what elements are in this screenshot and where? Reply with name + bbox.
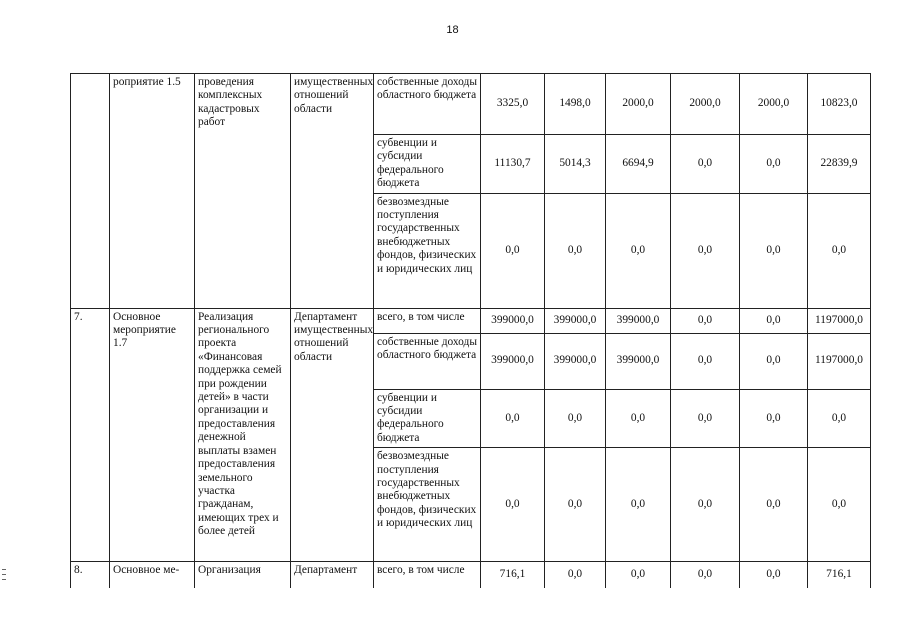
event-description: Организация (195, 562, 291, 588)
value-cell: 1197000,0 (808, 333, 871, 389)
row-number (71, 74, 110, 309)
value-cell: 0,0 (545, 389, 606, 448)
value-cell: 716,1 (808, 562, 871, 588)
value-cell: 3325,0 (481, 74, 545, 135)
value-cell: 0,0 (671, 562, 740, 588)
value-cell: 5014,3 (545, 135, 606, 194)
row-number: 7. (71, 308, 110, 562)
value-cell: 11130,7 (481, 135, 545, 194)
funding-source: безвозмездные поступления государственных внебюджетных фондов, физических и юридических лиц (374, 193, 481, 308)
table-row (71, 308, 871, 333)
value-cell: 399000,0 (545, 333, 606, 389)
funding-source: собственные доходы областного бюджета (374, 74, 481, 135)
value-cell: 2000,0 (671, 74, 740, 135)
value-cell: 0,0 (481, 193, 545, 308)
value-cell: 6694,9 (606, 135, 671, 194)
value-cell: 0,0 (740, 448, 808, 562)
table-row (71, 74, 871, 135)
value-cell: 0,0 (808, 448, 871, 562)
value-cell: 0,0 (545, 193, 606, 308)
value-cell: 0,0 (808, 193, 871, 308)
value-cell: 0,0 (545, 562, 606, 588)
value-cell: 0,0 (481, 448, 545, 562)
value-cell: 2000,0 (606, 74, 671, 135)
value-cell: 399000,0 (545, 308, 606, 333)
value-cell: 399000,0 (606, 333, 671, 389)
value-cell: 0,0 (671, 448, 740, 562)
value-cell: 399000,0 (481, 308, 545, 333)
executor: Департамент имущественных отношений области (291, 308, 374, 562)
scan-edge-mark (2, 579, 6, 580)
value-cell: 0,0 (671, 333, 740, 389)
value-cell: 0,0 (740, 333, 808, 389)
value-cell: 0,0 (481, 389, 545, 448)
value-cell: 0,0 (606, 448, 671, 562)
table-row (71, 562, 871, 588)
funding-source: безвозмездные поступления государственных внебюджетных фондов, физических и юридических лиц (374, 448, 481, 562)
scan-edge-mark (2, 574, 6, 575)
value-cell: 399000,0 (606, 308, 671, 333)
value-cell: 0,0 (740, 135, 808, 194)
value-cell: 0,0 (740, 308, 808, 333)
value-cell: 2000,0 (740, 74, 808, 135)
value-cell: 22839,9 (808, 135, 871, 194)
event-name: Основное мероприятие 1.7 (110, 308, 195, 562)
value-cell: 0,0 (740, 562, 808, 588)
value-cell: 0,0 (671, 389, 740, 448)
value-cell: 0,0 (606, 193, 671, 308)
scan-edge-mark (2, 569, 6, 570)
value-cell: 716,1 (481, 562, 545, 588)
funding-source: всего, в том числе (374, 562, 481, 588)
value-cell: 1498,0 (545, 74, 606, 135)
value-cell: 0,0 (671, 308, 740, 333)
value-cell: 0,0 (606, 389, 671, 448)
funding-source: собственные доходы областного бюджета (374, 333, 481, 389)
value-cell: 0,0 (671, 193, 740, 308)
event-description: проведения комплексных кадастровых работ (195, 74, 291, 309)
value-cell: 0,0 (606, 562, 671, 588)
value-cell: 10823,0 (808, 74, 871, 135)
funding-source: субвенции и субсидии федерального бюджета (374, 135, 481, 194)
row-number: 8. (71, 562, 110, 588)
event-name: Основное ме- (110, 562, 195, 588)
page-number: 18 (446, 24, 459, 36)
value-cell: 0,0 (740, 389, 808, 448)
value-cell: 0,0 (671, 135, 740, 194)
budget-table (70, 73, 871, 588)
executor: Департамент (291, 562, 374, 588)
value-cell: 0,0 (740, 193, 808, 308)
event-name: роприятие 1.5 (110, 74, 195, 309)
funding-source: субвенции и субсидии федерального бюджета (374, 389, 481, 448)
event-description: Реализация регионального проекта «Финансовая поддержка семей при рождении детей» в части организации и предоставления денежной выплаты взамен предоставления земельного участка гражданам, имеющих трех и более детей (195, 308, 291, 562)
executor: имущественных отношений области (291, 74, 374, 309)
value-cell: 0,0 (808, 389, 871, 448)
funding-source: всего, в том числе (374, 308, 481, 333)
value-cell: 1197000,0 (808, 308, 871, 333)
value-cell: 399000,0 (481, 333, 545, 389)
value-cell: 0,0 (545, 448, 606, 562)
